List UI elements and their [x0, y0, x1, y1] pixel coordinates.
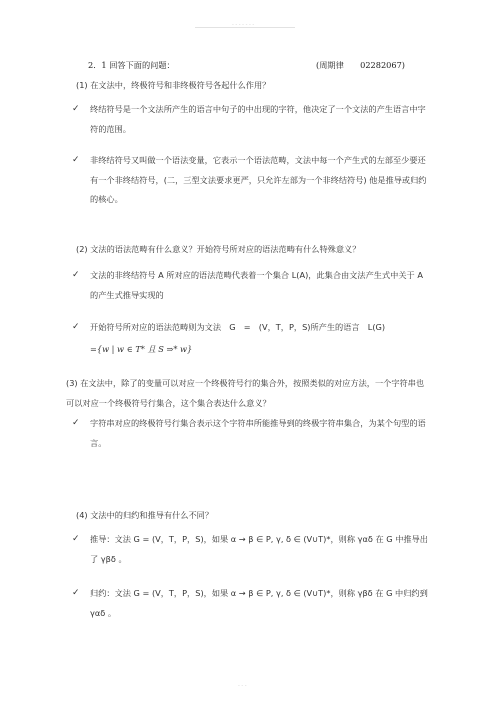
answer-3-1 [72, 414, 428, 453]
answer-1-2 [72, 151, 428, 210]
check-icon: ✓ [72, 322, 80, 332]
question-1: (1) 在文法中，终极符号和非终极符号各起什么作用？ [76, 80, 271, 90]
answer-text: 推导：文法 G = (V，T，P，S)，如果 α → β ∈ P, γ, δ ∈ (V∪T)*，则称 γαδ 在 G 中推导出了 γβδ 。 [90, 534, 428, 564]
question-4: (4) 文法中的归约和推导有什么不同？ [76, 510, 214, 520]
answer-text: 非终结符号又叫做一个语法变量，它表示一个语法范畴，文法中每一个产生式的左部至少要还有一个非终结符号，(二，三型文法要求更严，只允许左部为一个非终结符号) 他是推导或归约的核心。 [90, 155, 427, 204]
section-title [88, 60, 418, 71]
footer-mark: - - - [238, 683, 247, 689]
check-icon: ✓ [72, 588, 80, 598]
answer-text: 字符串对应的终极符号行集合表示这个字符串所能推导到的终极字符串集合，为某个句型的语言。 [90, 418, 426, 448]
check-icon: ✓ [72, 418, 80, 428]
answer-2-2 [72, 318, 428, 338]
header-mark: - - - - - - - [232, 22, 255, 28]
check-icon: ✓ [72, 534, 80, 544]
question-2: (2) 文法的语法范畴有什么意义？开始符号所对应的语法范畴有什么特殊意义？ [76, 244, 361, 254]
answer-text: 终结符号是一个文法所产生的语言中句子的中出现的字符，他决定了一个文法的产生语言中字符的范围。 [90, 104, 426, 134]
language-formula: ={w | w ∈ T* 且 S ⇒* w} [90, 344, 193, 354]
check-icon: ✓ [72, 104, 80, 114]
title-text: 2．1 回答下面的问题： [88, 60, 175, 70]
answer-text: 文法的非终结符号 A 所对应的语法范畴代表着一个集合 L(A)，此集合由文法产生式中关于 A 的产生式推导实现的 [90, 270, 423, 300]
check-icon: ✓ [72, 270, 80, 280]
answer-text: 归约：文法 G = (V，T，P，S)，如果 α → β ∈ P, γ, δ ∈ (V∪T)*，则称 γβδ 在 G 中归约到 γαδ 。 [90, 588, 428, 618]
answer-4-1 [72, 530, 428, 569]
answer-2-1 [72, 266, 428, 305]
author-id: (周期律 02282067) [316, 60, 405, 70]
question-3: (3) 在文法中，除了的变量可以对应一个终极符号行的集合外，按照类似的对应方法，一个字符串也可以对应一个终极符号行集合，这个集合表达什么意义？ [66, 378, 425, 408]
answer-text: 开始符号所对应的语法范畴则为文法 G = (V，T，P，S)所产生的语言 L(G) [90, 322, 386, 332]
answer-1-1 [72, 100, 428, 139]
check-icon: ✓ [72, 155, 80, 165]
answer-4-2 [72, 584, 428, 623]
